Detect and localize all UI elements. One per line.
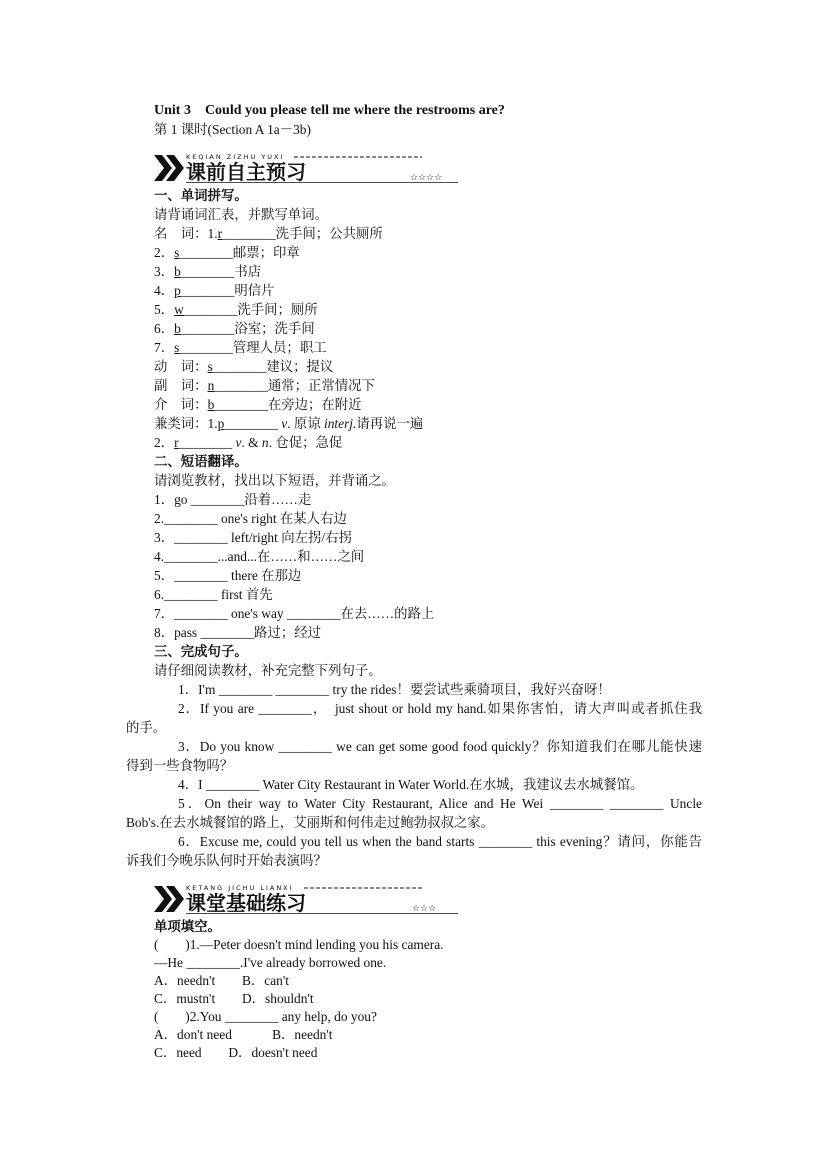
- part1-heading: 一、单词拼写。: [154, 188, 248, 203]
- phrase-item: 3．________ left/right 向左拐/右拐: [154, 530, 352, 545]
- sentence-item: 3．Do you know ________ we can get some good food quickly？你知道我们在哪儿能快速: [178, 739, 702, 754]
- sentence-item: 6．Excuse me, could you tell us when the band starts ________ this evening？请问，你能告: [178, 834, 702, 849]
- phrase-item: 8．pass ________路过；经过: [154, 625, 322, 640]
- part3-intro: 请仔细阅读教材，补充完整下列句子。: [154, 663, 382, 678]
- part1-intro: 请背诵词汇表，并默写单词。: [154, 207, 329, 222]
- phrase-item: 5．________ there 在那边: [154, 568, 302, 583]
- sentence-item: 4．I ________ Water City Restaurant in Water World.在水城，我建议去水城餐馆。: [178, 777, 644, 792]
- vocab-item: 副 词：n________通常；正常情况下: [154, 378, 375, 393]
- sentence-continuation: 的手。: [126, 720, 167, 735]
- part3-heading: 三、完成句子。: [154, 644, 248, 659]
- vocab-item: 名 词：1.r________洗手间；公共厕所: [154, 226, 383, 241]
- vocab-item: 介 词：b________在旁边；在附近: [154, 397, 362, 412]
- vocab-item: 动 词：s________建议；提议: [154, 359, 334, 374]
- banner-pinyin: KETANG JICHU LIANXI: [186, 884, 294, 892]
- vocab-item: 5．w________洗手间；厕所: [154, 302, 318, 317]
- vocab-item: 2．s________邮票；印章: [154, 245, 300, 260]
- sentence-continuation: 得到一些食物吗？: [126, 758, 234, 773]
- banner-pinyin: KEQIAN ZIZHU YUXI: [186, 153, 285, 161]
- banner-title: 课堂基础练习: [186, 891, 306, 914]
- phrase-item: 4.________...and...在……和……之间: [154, 549, 365, 564]
- question-options: A．don't need B．needn't: [154, 1027, 333, 1042]
- section-banner-practice: [154, 880, 458, 914]
- vocab-item: 2．r________ v. & n. 仓促；急促: [154, 435, 343, 450]
- double-chevron-icon: [154, 155, 184, 181]
- part2-heading: 二、短语翻译。: [154, 454, 248, 469]
- sentence-item: 1．I'm ________ ________ try the rides！要尝试些乘骑项目，我好兴奋呀！: [178, 682, 611, 697]
- question-line: ( )2.You ________ any help, do you?: [154, 1009, 377, 1024]
- sentence-item: 5．On their way to Water City Restaurant, Alice and He Wei ________ ________ Uncle: [178, 796, 702, 811]
- sentence-item: 2．If you are ________， just shout or hold my hand.如果你害怕，请大声叫或者抓住我: [178, 701, 702, 716]
- vocab-item: 6．b________浴室；洗手间: [154, 321, 315, 336]
- lesson-subtitle: 第 1 课时(Section A 1a－3b): [154, 122, 311, 137]
- part2-intro: 请浏览教材，找出以下短语，并背诵之。: [154, 473, 396, 488]
- unit-title: Unit 3 Could you please tell me where the restrooms are?: [154, 103, 505, 118]
- question-line: ( )1.—Peter doesn't mind lending you his camera.: [154, 937, 444, 952]
- part4-heading: 单项填空。: [154, 919, 221, 934]
- phrase-item: 6.________ first 首先: [154, 587, 273, 602]
- sentence-continuation: 诉我们今晚乐队何时开始表演吗？: [126, 853, 327, 868]
- question-options: C．mustn't D．shouldn't: [154, 991, 314, 1006]
- phrase-item: 2.________ one's right 在某人右边: [154, 511, 347, 526]
- question-options: A．needn't B．can't: [154, 973, 289, 988]
- double-chevron-icon: [154, 886, 184, 912]
- sentence-continuation: Bob's.在去水城餐馆的路上，艾丽斯和何伟走过鲍勃叔叔之家。: [126, 815, 495, 830]
- section-banner-preview: [154, 149, 458, 183]
- question-line: —He ________.I've already borrowed one.: [154, 955, 387, 970]
- banner-title: 课前自主预习: [186, 160, 306, 183]
- vocab-item: 3．b________书店: [154, 264, 262, 279]
- phrase-item: 1．go ________沿着……走: [154, 492, 312, 507]
- banner-stars: ☆☆☆: [412, 904, 437, 914]
- vocab-item: 4．p________明信片: [154, 283, 275, 298]
- vocab-item: 7．s________管理人员；职工: [154, 340, 327, 355]
- vocab-item: 兼类词：1.p________ v. 原谅 interj.请再说一遍: [154, 416, 424, 431]
- banner-stars: ☆☆☆☆: [410, 173, 443, 183]
- question-options: C．need D．doesn't need: [154, 1045, 318, 1060]
- phrase-item: 7．________ one's way ________在去……的路上: [154, 606, 435, 621]
